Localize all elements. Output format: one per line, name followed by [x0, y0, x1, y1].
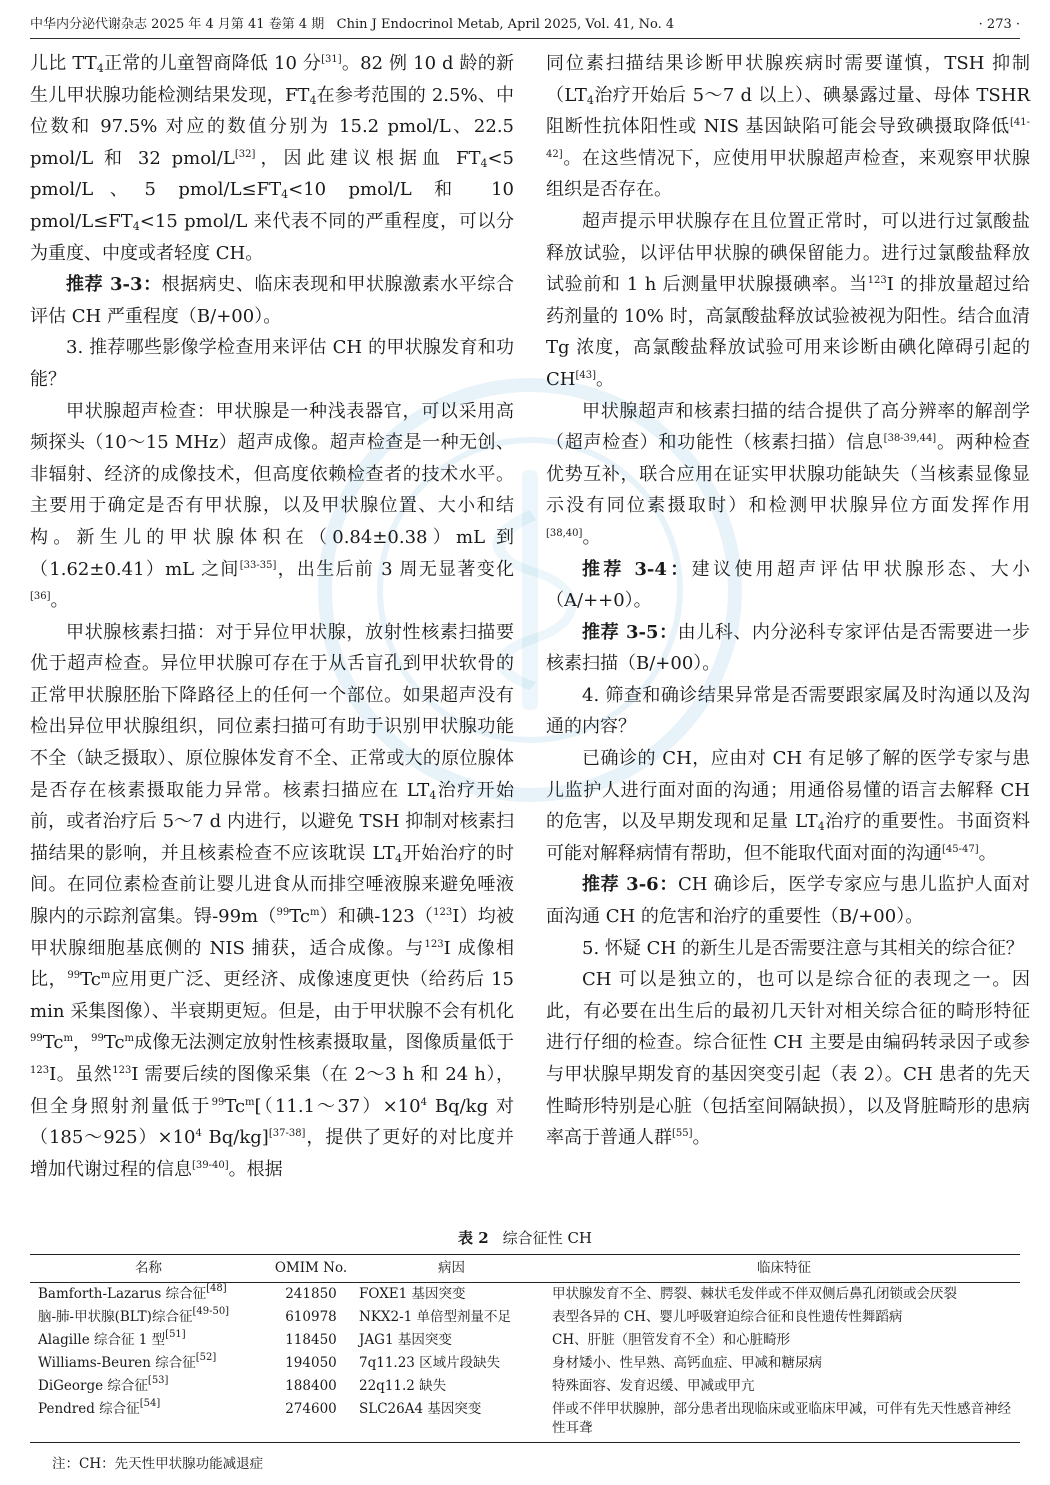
cell-name — [30, 1283, 267, 1307]
subscript: 4 — [281, 188, 289, 202]
text-run: Bq/kg] — [201, 1127, 269, 1149]
text-run: 。根据 — [228, 1158, 283, 1180]
syndrome-name: Alagille 综合征 1 型 — [38, 1332, 166, 1348]
cell-name — [30, 1375, 267, 1398]
text-run: 甲状腺超声检查：甲状腺是一种浅表器官，可以采用高频探头（10～15 MHz）超声成像。超声检查是一种无创、非辐射、经济的成像技术，但高度依赖检查者的技术水平。主要用于确定是否有甲状腺，以及甲状腺位置、大小和结构。新生儿的甲状腺体积在（0.84±0.38）mL 到（1.62±0.41）mL 之间 — [30, 400, 514, 580]
syndrome-name: Pendred 综合征 — [38, 1401, 140, 1417]
text-run: ，出生后前 3 周无显著变化 — [276, 558, 514, 580]
recommendation-label: 推荐 3-6： — [582, 874, 678, 896]
text-run: 在参考范围的 2.5%、中位数和 97.5% 对应的数值分别为 15.2 pmol/L、22.5 pmol/L 和 32 pmol/L — [30, 84, 515, 169]
syndrome-name: Williams-Beuren 综合征 — [38, 1355, 196, 1371]
table-row — [30, 1352, 1020, 1375]
table-note: 注：CH：先天性甲状腺功能减退症 — [52, 1456, 264, 1472]
text-run: 。在这些情况下，应使用甲状腺超声检查，来观察甲状腺组织是否存在。 — [546, 147, 1030, 201]
section-question-3: 3. 推荐哪些影像学检查用来评估 CH 的甲状腺发育和功能？ — [30, 337, 514, 390]
text-run: Tc — [42, 1032, 64, 1054]
superscript: 4 — [195, 1128, 202, 1140]
cell-features: CH、肝脏（胆管发育不全）和心脏畸形 — [552, 1332, 791, 1348]
cell-features: 表型各异的 CH、婴儿呼吸窘迫综合征和良性遗传性舞蹈病 — [552, 1309, 903, 1325]
text-run: ，因此建议根据血 FT — [255, 147, 481, 169]
text-run: 已确诊的 CH，应由对 CH 有足够了解的医学专家与患儿监护人进行面对面的沟通；用通俗易懂的语言去解释 CH 的危害，以及早期发现和足量 LT — [546, 748, 1030, 833]
superscript: m — [245, 1096, 255, 1108]
superscript: m — [100, 970, 111, 982]
text-run: ）和碘-123（ — [319, 906, 434, 928]
text-run: 儿比 TT — [30, 53, 97, 74]
citation: [52] — [195, 1352, 217, 1363]
table-row — [30, 1329, 1020, 1352]
syndrome-name: 脑-肺-甲状腺(BLT)综合征 — [38, 1309, 193, 1325]
paragraph — [546, 206, 1030, 396]
text-run: 甲状腺超声和核素扫描的结合提供了高分辨率的解剖学（超声检查）和功能性（核素扫描）信息 — [546, 400, 1030, 454]
table-row — [30, 1283, 1020, 1307]
text-run: 成像无法测定放射性核素摄取量，图像质量低于 — [134, 1032, 514, 1054]
superscript: 99 — [67, 970, 81, 982]
citation: [55] — [672, 1128, 693, 1140]
text-run: 开始治疗的时间。在同位素检查前让婴儿进食从而排空唾液腺来避免唾液腺内的示踪剂富集。锝-99m（ — [30, 842, 514, 928]
text-run: 治疗开始前，或者治疗后 5～7 d 内进行，以避免 TSH 抑制对核素扫描结果的影响，并且核素检查不应该耽误 LT — [30, 779, 514, 864]
cell-cause: SLC26A4 基因突变 — [355, 1398, 548, 1443]
citation: [51] — [165, 1329, 186, 1340]
table-row — [30, 1375, 1020, 1398]
cell-name — [30, 1306, 267, 1329]
text-run: 应用更广泛、更经济、成像速度更快（给药后 15 min 采集图像）、半衰期更短。但是，由于甲状腺不会有机化 — [30, 969, 515, 1022]
text-run: 治疗的重要性。书面资料可能对解释病情有帮助，但不能取代面对面的沟通 — [546, 811, 1030, 864]
paragraph — [30, 617, 514, 1186]
right-column — [546, 48, 1030, 1154]
paragraph — [30, 48, 514, 269]
citation: [38,40] — [546, 527, 583, 539]
text-run: 。 — [978, 842, 997, 864]
subscript: 4 — [480, 156, 488, 170]
header-journal-cn: 中华内分泌代谢杂志 2025 年 4 月第 41 卷第 4 期 — [30, 17, 325, 32]
cell-name — [30, 1329, 267, 1352]
citation: [43] — [575, 369, 597, 381]
superscript: 99 — [211, 1096, 225, 1108]
superscript: m — [63, 1033, 73, 1045]
text-run: 。两种检查优势互补，联合应用在证实甲状腺功能缺失（当核素显像显示没有同位素摄取时）和检测甲状腺异位方面发挥作用 — [546, 432, 1031, 517]
text-run: I 的排放量超过给药剂量的 10% 时，高氯酸盐释放试验被视为阳性。结合血清 Tg 浓度，高氯酸盐释放试验可用来诊断由碘化障碍引起的 CH — [546, 274, 1030, 390]
recommendation-label: 推荐 3-3： — [66, 274, 162, 296]
text-run: 甲状腺核素扫描：对于异位甲状腺，放射性核素扫描要优于超声检查。异位甲状腺可存在于从舌盲孔到甲状软骨的正常甲状腺胚胎下降路径上的任何一个部位。如果超声没有检出异位甲状腺组织，同位素扫描可有助于识别甲状腺功能不全（缺乏摄取）、原位腺体发育不全、正常或大的原位腺体是否存在核素摄取能力异常。核素扫描应在 LT — [30, 621, 514, 801]
superscript: 99 — [276, 907, 290, 919]
citation: [33-35] — [239, 559, 277, 571]
paragraph — [546, 964, 1030, 1154]
citation: [36] — [30, 591, 51, 603]
text-run: Tc — [80, 969, 101, 991]
cell-cause: 7q11.23 区域片段缺失 — [359, 1355, 501, 1371]
text-run: 同位素扫描结果诊断甲状腺疾病时需要谨慎，TSH 抑制（LT — [546, 53, 1030, 106]
citation: [38-39,44] — [883, 433, 937, 445]
superscript: 123 — [30, 1065, 50, 1076]
text-run: 。 — [582, 526, 601, 548]
section-question-5: 5. 怀疑 CH 的新生儿是否需要注意与其相关的综合征？ — [582, 937, 1024, 959]
recommendation-text: CH 确诊后，医学专家应与患儿监护人面对面沟通 CH 的危害和治疗的重要性（B/+00）。 — [546, 874, 1030, 928]
syndrome-table — [30, 1254, 1020, 1443]
subscript: 4 — [586, 93, 594, 107]
text-run: 。 — [50, 590, 69, 612]
text-run: I 需要后续的图像采集（在 2～3 h 和 24 h），但全身照射剂量低于 — [30, 1064, 514, 1117]
text-run: I 成像相比， — [30, 937, 514, 991]
citation: [37-38] — [268, 1128, 306, 1140]
cell-features: 特殊面容、发育迟缓、甲减或甲亢 — [552, 1378, 755, 1394]
paragraph — [546, 396, 1030, 554]
text-run: <15 pmol/L 来代表不同的严重程度，可以分为重度、中度或者轻度 CH。 — [30, 210, 514, 264]
recommendation-3-5 — [546, 617, 1030, 680]
cell-omim: 610978 — [285, 1309, 337, 1325]
citation: [49-50] — [192, 1306, 230, 1317]
superscript: 123 — [112, 1065, 132, 1076]
paragraph — [30, 396, 514, 617]
recommendation-text: 根据病史、临床表现和甲状腺激素水平综合评估 CH 严重程度（B/+00）。 — [30, 274, 514, 327]
cell-cause: FOXE1 基因突变 — [359, 1286, 466, 1302]
text-run: <10 pmol/L 和 10 pmol/L≤FT — [30, 179, 514, 232]
citation: [41-42] — [546, 117, 1030, 160]
text-run: Tc — [224, 1095, 246, 1117]
table-header-row — [30, 1255, 1020, 1283]
cell-omim: 188400 — [285, 1378, 337, 1394]
text-run: Tc — [289, 906, 310, 928]
text-run: Tc — [103, 1032, 125, 1054]
cell-cause: 22q11.2 缺失 — [359, 1378, 447, 1394]
table-caption — [30, 1226, 1020, 1250]
col-header-name: 名称 — [30, 1255, 267, 1283]
cell-features: 甲状腺发育不全、腭裂、棘状毛发伴或不伴双侧后鼻孔闭锁或会厌裂 — [552, 1286, 957, 1302]
syndrome-name: Bamforth-Lazarus 综合征 — [38, 1286, 207, 1302]
subscript: 4 — [309, 93, 317, 107]
text-run: 。82 例 10 d 龄的新生儿甲状腺功能检测结果发现，FT — [30, 53, 514, 106]
text-run: CH 可以是独立的，也可以是综合征的表现之一。因此，有必要在出生后的最初几天针对相关综合征的畸形特征进行仔细的检查。综合征性 CH 主要是由编码转录因子或参与甲状腺早期发育的基因突变引起（表 2）。CH 患者的先天性畸形特别是心脏（包括室间隔缺损），以及肾脏畸形的患病率高于普通人群 — [546, 969, 1030, 1149]
superscript: 99 — [91, 1033, 104, 1045]
subscript: 4 — [429, 788, 437, 802]
paragraph — [546, 743, 1030, 869]
text-run: I。虽然 — [49, 1064, 113, 1085]
citation: [32] — [234, 148, 256, 160]
paragraph — [546, 48, 1030, 206]
text-run: Bq/kg 对（185～925）×10 — [30, 1095, 515, 1149]
superscript: 123 — [867, 275, 887, 287]
text-run: 。 — [692, 1127, 711, 1149]
header-journal-en: Chin J Endocrinol Metab, April 2025, Vol. 41, No. 4 — [336, 17, 675, 32]
running-header — [30, 12, 1020, 39]
citation: [39-40] — [192, 1159, 229, 1171]
cell-omim: 194050 — [285, 1355, 337, 1371]
col-header-features: 临床特征 — [548, 1255, 1020, 1283]
text-run: 超声提示甲状腺存在且位置正常时，可以进行过氯酸盐释放试验，以评估甲状腺的碘保留能力。进行过氯酸盐释放试验前和 1 h 后测量甲状腺摄碘率。当 — [546, 210, 1030, 296]
subscript: 4 — [96, 62, 104, 75]
citation: [45-47] — [942, 843, 979, 855]
syndrome-name: DiGeorge 综合征 — [38, 1378, 148, 1394]
subscript: 4 — [132, 219, 140, 233]
citation: [54] — [139, 1398, 161, 1409]
superscript: m — [124, 1033, 135, 1045]
col-header-cause: 病因 — [355, 1255, 548, 1283]
cell-omim: 241850 — [285, 1286, 337, 1302]
superscript: 99 — [30, 1033, 43, 1045]
recommendation-3-3 — [30, 269, 514, 332]
col-header-omim: OMIM No. — [267, 1255, 355, 1283]
cell-omim: 274600 — [267, 1398, 355, 1443]
text-run: 正常的儿童智商降低 10 分 — [103, 53, 322, 74]
header-journal — [30, 12, 674, 38]
text-run: [（11.1～37）×10 — [254, 1095, 421, 1117]
left-column — [30, 48, 514, 1185]
cell-cause: JAG1 基因突变 — [359, 1332, 452, 1348]
subscript: 4 — [817, 820, 825, 834]
subscript: 4 — [394, 851, 402, 865]
citation: [48] — [206, 1283, 227, 1294]
text-run: 治疗开始后 5～7 d 以上）、碘暴露过量、母体 TSHR 阻断性抗体阳性或 NIS 基因缺陷可能会导致碘摄取降低 — [546, 84, 1030, 138]
table-title: 综合征性 CH — [502, 1229, 592, 1247]
table-row — [30, 1306, 1020, 1329]
recommendation-label: 推荐 3-4： — [582, 558, 692, 580]
text-run: 。 — [596, 368, 615, 390]
cell-omim: 118450 — [285, 1332, 337, 1348]
superscript: m — [309, 907, 320, 919]
text-run: I）均被甲状腺细胞基底侧的 NIS 捕获，适合成像。与 — [30, 906, 514, 959]
section-question-4: 4. 筛查和确诊结果异常是否需要跟家属及时沟通以及沟通的内容？ — [546, 684, 1030, 738]
text-run: ，提供了更好的对比度并增加代谢过程的信息 — [30, 1127, 515, 1180]
text-run: <5 pmol/L、5 pmol/L≤FT — [30, 147, 514, 201]
cell-features: 身材矮小、性早熟、高钙血症、甲减和糖尿病 — [552, 1355, 822, 1371]
text-run: ， — [72, 1032, 92, 1054]
citation: [53] — [147, 1375, 169, 1386]
cell-name — [30, 1352, 267, 1375]
recommendation-text: 由儿科、内分泌科专家评估是否需要进一步核素扫描（B/+00）。 — [546, 621, 1030, 675]
recommendation-3-4 — [546, 554, 1030, 617]
table-2 — [30, 1226, 1020, 1475]
cell-features: 伴或不伴甲状腺肿，部分患者出现临床或亚临床甲减，可伴有先天性感音神经性耳聋 — [548, 1398, 1020, 1443]
page-number: · 273 · — [978, 17, 1020, 32]
superscript: 123 — [424, 938, 444, 950]
table-row — [30, 1398, 1020, 1443]
citation: [31] — [321, 54, 342, 65]
recommendation-label: 推荐 3-5： — [582, 621, 678, 643]
table-number: 表 2 — [458, 1229, 489, 1247]
recommendation-3-6 — [546, 869, 1030, 932]
recommendation-text: 建议使用超声评估甲状腺形态、大小（A/++0）。 — [546, 558, 1030, 612]
cell-cause: NKX2-1 单倍型剂量不足 — [359, 1309, 512, 1325]
superscript: 4 — [420, 1096, 427, 1108]
superscript: 123 — [433, 907, 453, 919]
cell-name — [30, 1398, 267, 1443]
